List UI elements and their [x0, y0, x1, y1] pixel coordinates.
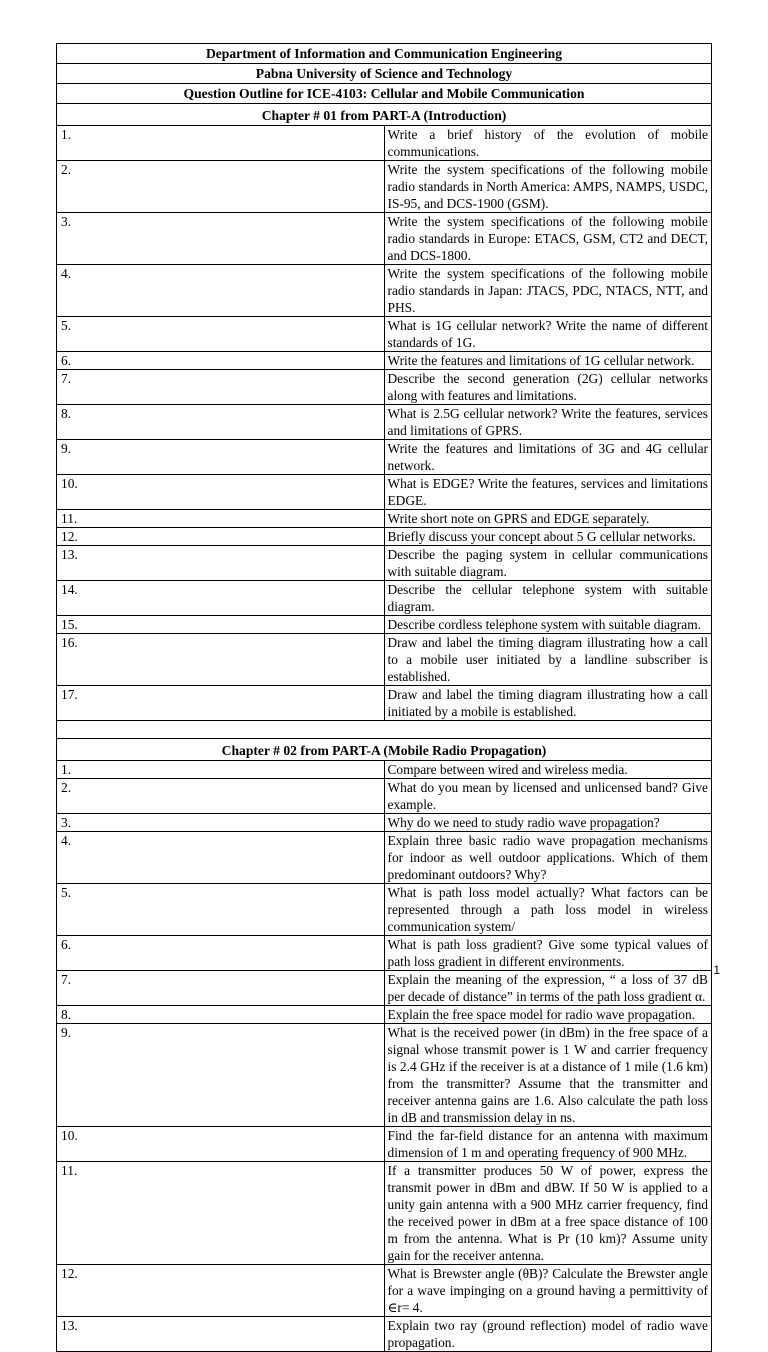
question-row — [57, 126, 712, 161]
question-number: 3. — [57, 213, 385, 265]
question-text: Describe the second generation (2G) cellular networks along with features and limitations. — [384, 370, 712, 405]
question-row — [57, 370, 712, 405]
question-text: What is the received power (in dBm) in the free space of a signal whose transmit power is 1 W and carrier frequency is 2.4 GHz if the receiver is at a distance of 1 mile (1.6 km) from the transmitter? Assume that the transmitter and receiver antenna gains are 1.6. Also calculate the path loss in dB and transmission delay in ns. — [384, 1024, 712, 1127]
question-number: 13. — [57, 1317, 385, 1352]
question-text: What is Brewster angle (θB)? Calculate the Brewster angle for a wave impinging on a ground having a permittivity of ∈r= 4. — [384, 1265, 712, 1317]
question-row — [57, 971, 712, 1006]
question-text: Write the system specifications of the following mobile radio standards in Europe: ETACS, GSM, CT2 and DECT, and DCS-1800. — [384, 213, 712, 265]
question-number: 7. — [57, 370, 385, 405]
question-number: 9. — [57, 440, 385, 475]
question-text: If a transmitter produces 50 W of power, express the transmit power in dBm and dBW. If 50 W is applied to a unity gain antenna with a 900 MHz carrier frequency, find the received power in dBm at a free space distance of 100 m from the antenna. What is Pr (10 km)? Assume unity gain for the receiver antenna. — [384, 1162, 712, 1265]
question-text: Write short note on GPRS and EDGE separately. — [384, 510, 712, 528]
question-text: Draw and label the timing diagram illustrating how a call initiated by a mobile is established. — [384, 686, 712, 721]
question-text: What is EDGE? Write the features, services and limitations EDGE. — [384, 475, 712, 510]
question-number: 14. — [57, 581, 385, 616]
question-number: 4. — [57, 832, 385, 884]
question-row — [57, 510, 712, 528]
header-row-university — [57, 64, 712, 84]
question-number: 15. — [57, 616, 385, 634]
question-row — [57, 814, 712, 832]
question-text: Write the features and limitations of 3G and 4G cellular network. — [384, 440, 712, 475]
question-number: 9. — [57, 1024, 385, 1127]
question-row — [57, 528, 712, 546]
question-row — [57, 884, 712, 936]
header-row-course — [57, 84, 712, 104]
question-row — [57, 832, 712, 884]
question-row — [57, 265, 712, 317]
question-text: What is 2.5G cellular network? Write the features, services and limitations of GPRS. — [384, 405, 712, 440]
question-number: 1. — [57, 761, 385, 779]
question-row — [57, 936, 712, 971]
question-row — [57, 440, 712, 475]
question-row — [57, 686, 712, 721]
question-number: 2. — [57, 161, 385, 213]
question-number: 11. — [57, 510, 385, 528]
question-number: 8. — [57, 1006, 385, 1024]
department-title: Department of Information and Communication Engineering — [57, 44, 712, 64]
question-row — [57, 634, 712, 686]
question-text: What is path loss gradient? Give some typical values of path loss gradient in different environments. — [384, 936, 712, 971]
question-number: 3. — [57, 814, 385, 832]
question-number: 11. — [57, 1162, 385, 1265]
question-number: 10. — [57, 475, 385, 510]
question-row — [57, 1006, 712, 1024]
question-number: 8. — [57, 405, 385, 440]
question-number: 16. — [57, 634, 385, 686]
question-row — [57, 546, 712, 581]
question-row — [57, 475, 712, 510]
question-text: What do you mean by licensed and unlicensed band? Give example. — [384, 779, 712, 814]
question-text: Explain the free space model for radio wave propagation. — [384, 1006, 712, 1024]
question-text: Explain three basic radio wave propagation mechanisms for indoor as well outdoor applications. Which of them predominant outdoors? Why? — [384, 832, 712, 884]
question-row — [57, 779, 712, 814]
question-number: 10. — [57, 1127, 385, 1162]
question-row — [57, 1162, 712, 1265]
question-text: Compare between wired and wireless media. — [384, 761, 712, 779]
question-outline-document — [56, 43, 712, 1352]
question-number: 5. — [57, 317, 385, 352]
question-number: 7. — [57, 971, 385, 1006]
question-row — [57, 1265, 712, 1317]
question-row — [57, 405, 712, 440]
university-title: Pabna University of Science and Technology — [57, 64, 712, 84]
chapter-2-title-row — [57, 739, 712, 761]
header-row-department — [57, 44, 712, 64]
question-row — [57, 352, 712, 370]
question-text: Write a brief history of the evolution of mobile communications. — [384, 126, 712, 161]
question-row — [57, 761, 712, 779]
question-row — [57, 317, 712, 352]
question-text: Find the far-field distance for an antenna with maximum dimension of 1 m and operating frequency of 900 MHz. — [384, 1127, 712, 1162]
question-number: 4. — [57, 265, 385, 317]
chapter-title: Chapter # 02 from PART-A (Mobile Radio Propagation) — [57, 739, 712, 761]
question-number: 1. — [57, 126, 385, 161]
question-text: Write the system specifications of the following mobile radio standards in Japan: JTACS, PDC, NTACS, NTT, and PHS. — [384, 265, 712, 317]
spacer-cell — [57, 721, 712, 739]
question-text: Explain the meaning of the expression, “ a loss of 37 dB per decade of distance” in terms of the path loss gradient α. — [384, 971, 712, 1006]
question-number: 17. — [57, 686, 385, 721]
question-row — [57, 213, 712, 265]
question-outline-table — [56, 43, 712, 1352]
question-row — [57, 581, 712, 616]
question-text: What is path loss model actually? What factors can be represented through a path loss model in wireless communication system/ — [384, 884, 712, 936]
question-row — [57, 1127, 712, 1162]
question-text: What is 1G cellular network? Write the name of different standards of 1G. — [384, 317, 712, 352]
question-text: Briefly discuss your concept about 5 G cellular networks. — [384, 528, 712, 546]
question-text: Describe the cellular telephone system with suitable diagram. — [384, 581, 712, 616]
question-row — [57, 161, 712, 213]
question-number: 5. — [57, 884, 385, 936]
page-number: 1 — [713, 963, 720, 977]
question-text: Draw and label the timing diagram illustrating how a call to a mobile user initiated by a landline subscriber is established. — [384, 634, 712, 686]
question-number: 2. — [57, 779, 385, 814]
chapter-title: Chapter # 01 from PART-A (Introduction) — [57, 104, 712, 126]
question-text: Describe the paging system in cellular communications with suitable diagram. — [384, 546, 712, 581]
question-number: 6. — [57, 352, 385, 370]
question-row — [57, 1317, 712, 1352]
question-text: Describe cordless telephone system with suitable diagram. — [384, 616, 712, 634]
course-title: Question Outline for ICE-4103: Cellular and Mobile Communication — [57, 84, 712, 104]
question-row — [57, 1024, 712, 1127]
question-row — [57, 616, 712, 634]
question-number: 12. — [57, 528, 385, 546]
question-text: Why do we need to study radio wave propagation? — [384, 814, 712, 832]
question-number: 12. — [57, 1265, 385, 1317]
chapter-1-title-row — [57, 104, 712, 126]
question-text: Explain two ray (ground reflection) model of radio wave propagation. — [384, 1317, 712, 1352]
question-text: Write the features and limitations of 1G cellular network. — [384, 352, 712, 370]
question-text: Write the system specifications of the following mobile radio standards in North America: AMPS, NAMPS, USDC, IS-95, and DCS-1900 (GSM). — [384, 161, 712, 213]
spacer-row — [57, 721, 712, 739]
question-number: 13. — [57, 546, 385, 581]
question-number: 6. — [57, 936, 385, 971]
